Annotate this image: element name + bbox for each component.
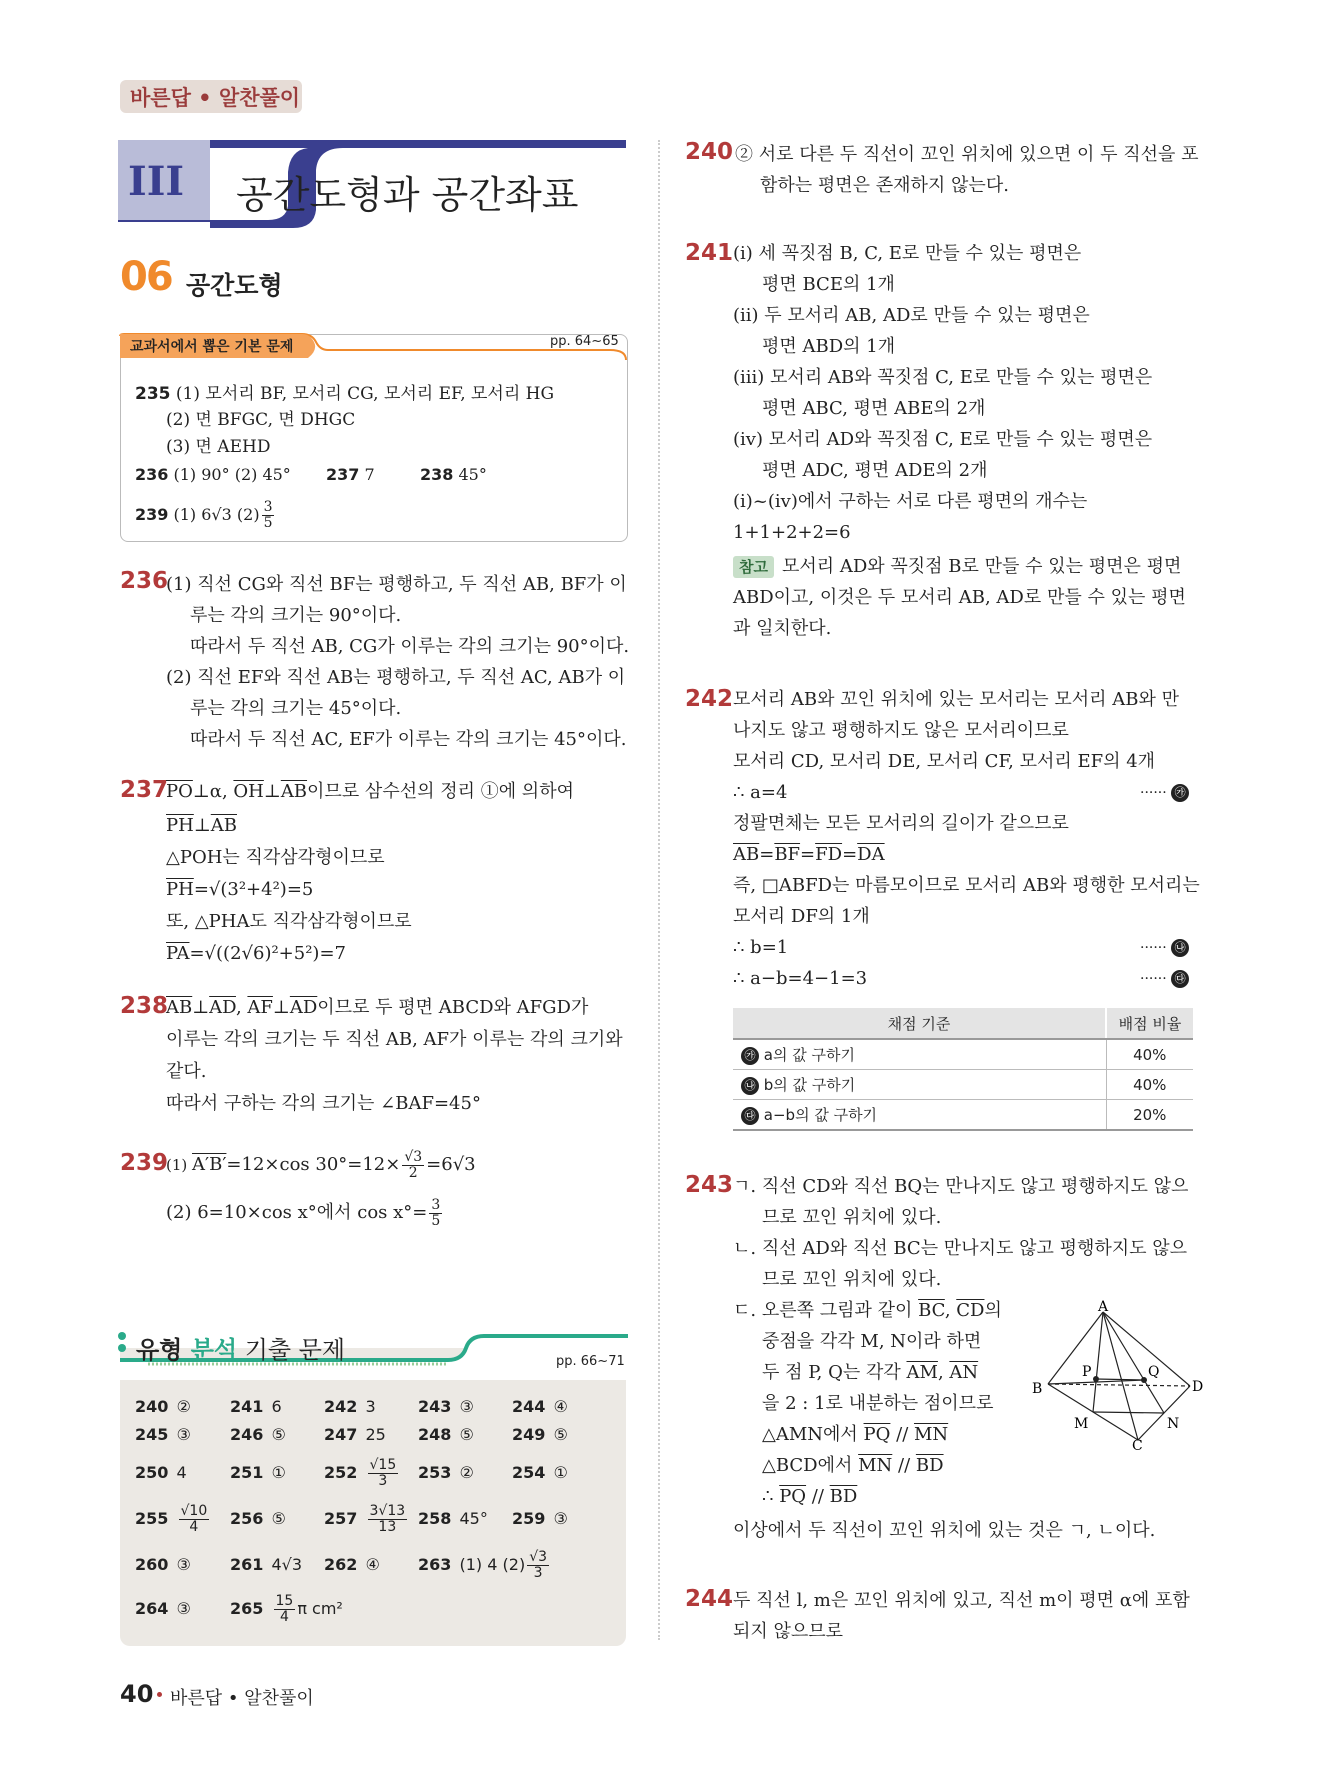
scoring-header-ratio: 배점 비율: [1106, 1008, 1193, 1039]
basic-239: 239 (1) 6√3 (2) $\frac{3}{5}$: [135, 499, 273, 531]
basic-236: 236 (1) 90° (2) 45°: [135, 465, 291, 484]
sol-242-line: ∴ a=4: [733, 782, 788, 803]
type-answer-256: 256 ⑤: [230, 1509, 286, 1528]
type-answer-251: 251 ①: [230, 1463, 286, 1482]
sol-236-number: 236: [120, 568, 169, 594]
sol-242-marker: ······ ㉯: [1140, 936, 1189, 960]
basic-box-header: [120, 334, 626, 358]
sol-241-line: (ⅲ) 모서리 AB와 꼭짓점 C, E로 만들 수 있는 평면은: [733, 367, 1153, 388]
sol-241-note: 참고 모서리 AD와 꼭짓점 B로 만들 수 있는 평면은 평면: [733, 555, 1181, 579]
sol-243-line: ∴ $\overline{PQ} // \overline{BD}$: [762, 1486, 858, 1507]
sol-242-line: $\overline{AB}=\overline{BF}=\overline{FD}=\overline{DA}$: [733, 844, 885, 865]
sol-244-number: 244: [685, 1586, 734, 1612]
sol-241-number: 241: [685, 240, 734, 266]
sol-241-line: (ⅰ)~(ⅳ)에서 구하는 서로 다른 평면의 개수는: [733, 491, 1088, 512]
sol-242-line: 즉, □ABFD는 마름모이므로 모서리 AB와 평행한 모서리는: [733, 875, 1200, 896]
sol-242-number: 242: [685, 686, 734, 712]
type-dot-icon: [118, 1344, 126, 1352]
sol-243-line: 을 2 : 1로 내분하는 점이므로: [762, 1393, 994, 1414]
type-answer-246: 246 ⑤: [230, 1425, 286, 1444]
type-answer-244: 244 ④: [512, 1397, 568, 1416]
fig-label-d: D: [1192, 1379, 1204, 1395]
fig-label-p: P: [1082, 1364, 1092, 1380]
basic-line-235: 235 (1) 모서리 BF, 모서리 CG, 모서리 EF, 모서리 HG: [135, 384, 555, 404]
sol-237-line-4: $\overline{PH}=√(3^2+4^2)=5$: [166, 879, 314, 900]
sol-241-line: 평면 ABC, 평면 ABE의 2개: [762, 398, 986, 419]
type-answer-252: 252 $\frac{√15}{3}$: [324, 1457, 397, 1489]
sol-236-line: 루는 각의 크기는 90°이다.: [190, 605, 402, 626]
sol-237-number: 237: [120, 777, 169, 803]
sol-236-line: 따라서 두 직선 AB, CG가 이루는 각의 크기는 90°이다.: [190, 636, 630, 657]
sol-238-line-4: 따라서 구하는 각의 크기는 ∠BAF=45°: [166, 1093, 481, 1114]
type-answer-247: 247 25: [324, 1425, 386, 1444]
basic-line-235-3: (3) 면 AEHD: [166, 437, 271, 457]
sol-243-line: 므로 꼬인 위치에 있다.: [762, 1207, 942, 1228]
table-row: ㉮ a의 값 구하기 40%: [733, 1039, 1193, 1070]
type-answer-242: 242 3: [324, 1397, 376, 1416]
sol-242-line: 나지도 않고 평행하지도 않은 모서리이므로: [733, 720, 1069, 741]
unit-number: 06: [120, 254, 172, 300]
type-answer-261: 261 4√3: [230, 1555, 303, 1574]
sol-243-line: 이상에서 두 직선이 꼬인 위치에 있는 것은 ㄱ, ㄴ이다.: [733, 1520, 1156, 1541]
type-answer-263: 263 (1) 4 (2) $\frac{√3}{3}$: [418, 1549, 548, 1581]
type-answer-264: 264 ③: [135, 1599, 191, 1618]
type-answer-258: 258 45°: [418, 1509, 488, 1528]
sol-242-line: ∴ b=1: [733, 937, 789, 958]
sol-241-line: 평면 BCE의 1개: [762, 274, 895, 295]
footer-dot-icon: [157, 1692, 162, 1697]
type-answer-254: 254 ①: [512, 1463, 568, 1482]
basic-237: 237 7: [326, 465, 375, 484]
type-box-title: 유형 분석 기출 문제: [136, 1336, 346, 1364]
type-answer-245: 245 ③: [135, 1425, 191, 1444]
sol-242-line: ∴ a−b=4−1=3: [733, 968, 868, 989]
chapter-roman: III: [128, 158, 185, 205]
sol-244-line: 두 직선 l, m은 꼬인 위치에 있고, 직선 m이 평면 α에 포함: [733, 1590, 1190, 1611]
type-dot-icon: [118, 1332, 126, 1340]
sol-236-line: (1) 직선 CG와 직선 BF는 평행하고, 두 직선 AB, BF가 이: [166, 574, 627, 595]
table-row: ㉯ b의 값 구하기 40%: [733, 1070, 1193, 1100]
sol-237-line-1: $\overline{PO}\perp\alpha$, $\overline{OH}\perp\overline{AB}$이므로 삼수선의 정리 ①에 의하여: [166, 781, 574, 802]
sol-240-number: 240: [685, 139, 734, 165]
chapter-title: 공간도형과 공간좌표: [236, 173, 579, 217]
sol-239-line-2: (2) 6=10×cos x°에서 cos x°= $\frac{3}{5}$: [166, 1196, 441, 1229]
sol-238-line-1: $\overline{AB}\perp\overline{AD}$, $\overline{AF}\perp\overline{AD}$이므로 두 평면 ABCD와 AFGD가: [166, 997, 589, 1018]
sol-243-line: ㄷ. 오른쪽 그림과 같이 $\overline{BC}$, $\overline{CD}$의: [733, 1300, 1002, 1321]
sol-241-line: (ⅳ) 모서리 AD와 꼭짓점 C, E로 만들 수 있는 평면은: [733, 429, 1153, 450]
sol-243-line: △AMN에서 $\overline{PQ} // \overline{MN}$: [762, 1424, 949, 1445]
sol-241-line: 1+1+2+2=6: [733, 522, 851, 543]
scoring-header-criteria: 채점 기준: [733, 1008, 1106, 1039]
basic-box-label: 교과서에서 뽑은 기본 문제: [130, 339, 294, 355]
type-answer-250: 250 4: [135, 1463, 187, 1482]
page-number: 40: [120, 1680, 154, 1708]
sol-237-line-6: $\overline{PA}=√((2√6)^2+5^2)=7$: [166, 943, 346, 964]
type-answer-249: 249 ⑤: [512, 1425, 568, 1444]
sol-236-line: (2) 직선 EF와 직선 AB는 평행하고, 두 직선 AC, AB가 이: [166, 667, 626, 688]
basic-line-235-2: (2) 면 BFGC, 면 DHGC: [166, 410, 356, 430]
type-answer-257: 257 $\frac{3√13}{13}$: [324, 1503, 406, 1535]
sol-241-line: 평면 ABD의 1개: [762, 336, 896, 357]
type-answer-260: 260 ③: [135, 1555, 191, 1574]
sol-241-note-line: ABD이고, 이것은 두 모서리 AB, AD로 만들 수 있는 평면: [733, 587, 1186, 608]
scoring-table: [733, 1008, 1193, 1131]
sol-237-line-3: △POH는 직각삼각형이므로: [166, 847, 385, 868]
sol-241-note-line: 과 일치한다.: [733, 618, 832, 639]
sol-238-line-3: 같다.: [166, 1061, 207, 1082]
sol-238-number: 238: [120, 993, 169, 1019]
unit-title: 공간도형: [186, 271, 283, 300]
sol-243-line: 므로 꼬인 위치에 있다.: [762, 1269, 942, 1290]
sol-243-line: ㄱ. 직선 CD와 직선 BQ는 만나지도 않고 평행하지도 않으: [733, 1176, 1189, 1197]
sol-242-marker: ······ ㉰: [1140, 967, 1189, 991]
sol-242-line: 정팔면체는 모든 모서리의 길이가 같으므로: [733, 813, 1069, 834]
sol-242-line: 모서리 AB와 꼬인 위치에 있는 모서리는 모서리 AB와 만: [733, 689, 1179, 710]
type-answer-259: 259 ③: [512, 1509, 568, 1528]
type-answer-243: 243 ③: [418, 1397, 474, 1416]
type-answer-262: 262 ④: [324, 1555, 380, 1574]
type-answer-253: 253 ②: [418, 1463, 474, 1482]
fig-label-m: M: [1074, 1416, 1089, 1432]
table-row: ㉰ a−b의 값 구하기 20%: [733, 1100, 1193, 1131]
sol-239-number: 239: [120, 1150, 169, 1176]
sol-243-line: ㄴ. 직선 AD와 직선 BC는 만나지도 않고 평행하지도 않으: [733, 1238, 1188, 1259]
fig-label-n: N: [1167, 1416, 1180, 1432]
sol-243-line: △BCD에서 $\overline{MN} // \overline{BD}$: [762, 1455, 944, 1476]
fig-label-q: Q: [1148, 1364, 1160, 1380]
fig-label-a: A: [1098, 1299, 1109, 1315]
type-answer-248: 248 ⑤: [418, 1425, 474, 1444]
sol-243-number: 243: [685, 1172, 734, 1198]
sol-238-line-2: 이루는 각의 크기는 두 직선 AB, AF가 이루는 각의 크기와: [166, 1029, 623, 1050]
column-divider: [658, 140, 660, 1640]
sol-242-marker: ······ ㉮: [1140, 781, 1189, 805]
fig-label-b: B: [1032, 1381, 1043, 1397]
sol-241-line: 평면 ADC, 평면 ADE의 2개: [762, 460, 988, 481]
sol-237-line-2: $\overline{PH}\perp\overline{AB}$: [166, 815, 237, 836]
type-answer-265: 265 $\frac{15}{4}$ π cm²: [230, 1593, 343, 1625]
sol-240-line: 함하는 평면은 존재하지 않는다.: [760, 175, 1009, 196]
sol-241-line: (ⅱ) 두 모서리 AB, AD로 만들 수 있는 평면은: [733, 305, 1090, 326]
sol-243-line: 중점을 각각 M, N이라 하면: [762, 1331, 982, 1352]
sol-236-line: 루는 각의 크기는 45°이다.: [190, 698, 402, 719]
type-answer-255: 255 $\frac{√10}{4}$: [135, 1503, 208, 1535]
sol-241-line: (ⅰ) 세 꼭짓점 B, C, E로 만들 수 있는 평면은: [733, 243, 1082, 264]
pyramid-figure: [1030, 1299, 1204, 1454]
basic-238: 238 45°: [420, 465, 487, 484]
sol-243-line: 두 점 P, Q는 각각 $\overline{AM}$, $\overline{AN}$: [762, 1362, 979, 1383]
sol-237-line-5: 또, △PHA도 직각삼각형이므로: [166, 911, 412, 932]
basic-box-pages: pp. 64~65: [550, 334, 619, 349]
sol-242-line: 모서리 CD, 모서리 DE, 모서리 CF, 모서리 EF의 4개: [733, 751, 1156, 772]
type-answer-241: 241 6: [230, 1397, 282, 1416]
sol-244-line: 되지 않으므로: [733, 1621, 844, 1642]
note-tag: 참고: [733, 556, 774, 578]
type-answer-240: 240 ②: [135, 1397, 191, 1416]
type-box-pages: pp. 66~71: [556, 1354, 625, 1369]
sol-236-line: 따라서 두 직선 AC, EF가 이루는 각의 크기는 45°이다.: [190, 729, 627, 750]
sol-240-line: ② 서로 다른 두 직선이 꼬인 위치에 있으면 이 두 직선을 포: [735, 144, 1199, 165]
sol-239-line-1: (1) A′B′=12×cos 30°=12× $\frac{√3}{2}$ =6√3: [166, 1148, 476, 1181]
header-section: 바른답 • 알찬풀이: [130, 86, 301, 110]
footer-text: 바른답 • 알찬풀이: [170, 1688, 314, 1709]
sol-242-line: 모서리 DF의 1개: [733, 906, 870, 927]
fig-label-c: C: [1132, 1438, 1143, 1454]
